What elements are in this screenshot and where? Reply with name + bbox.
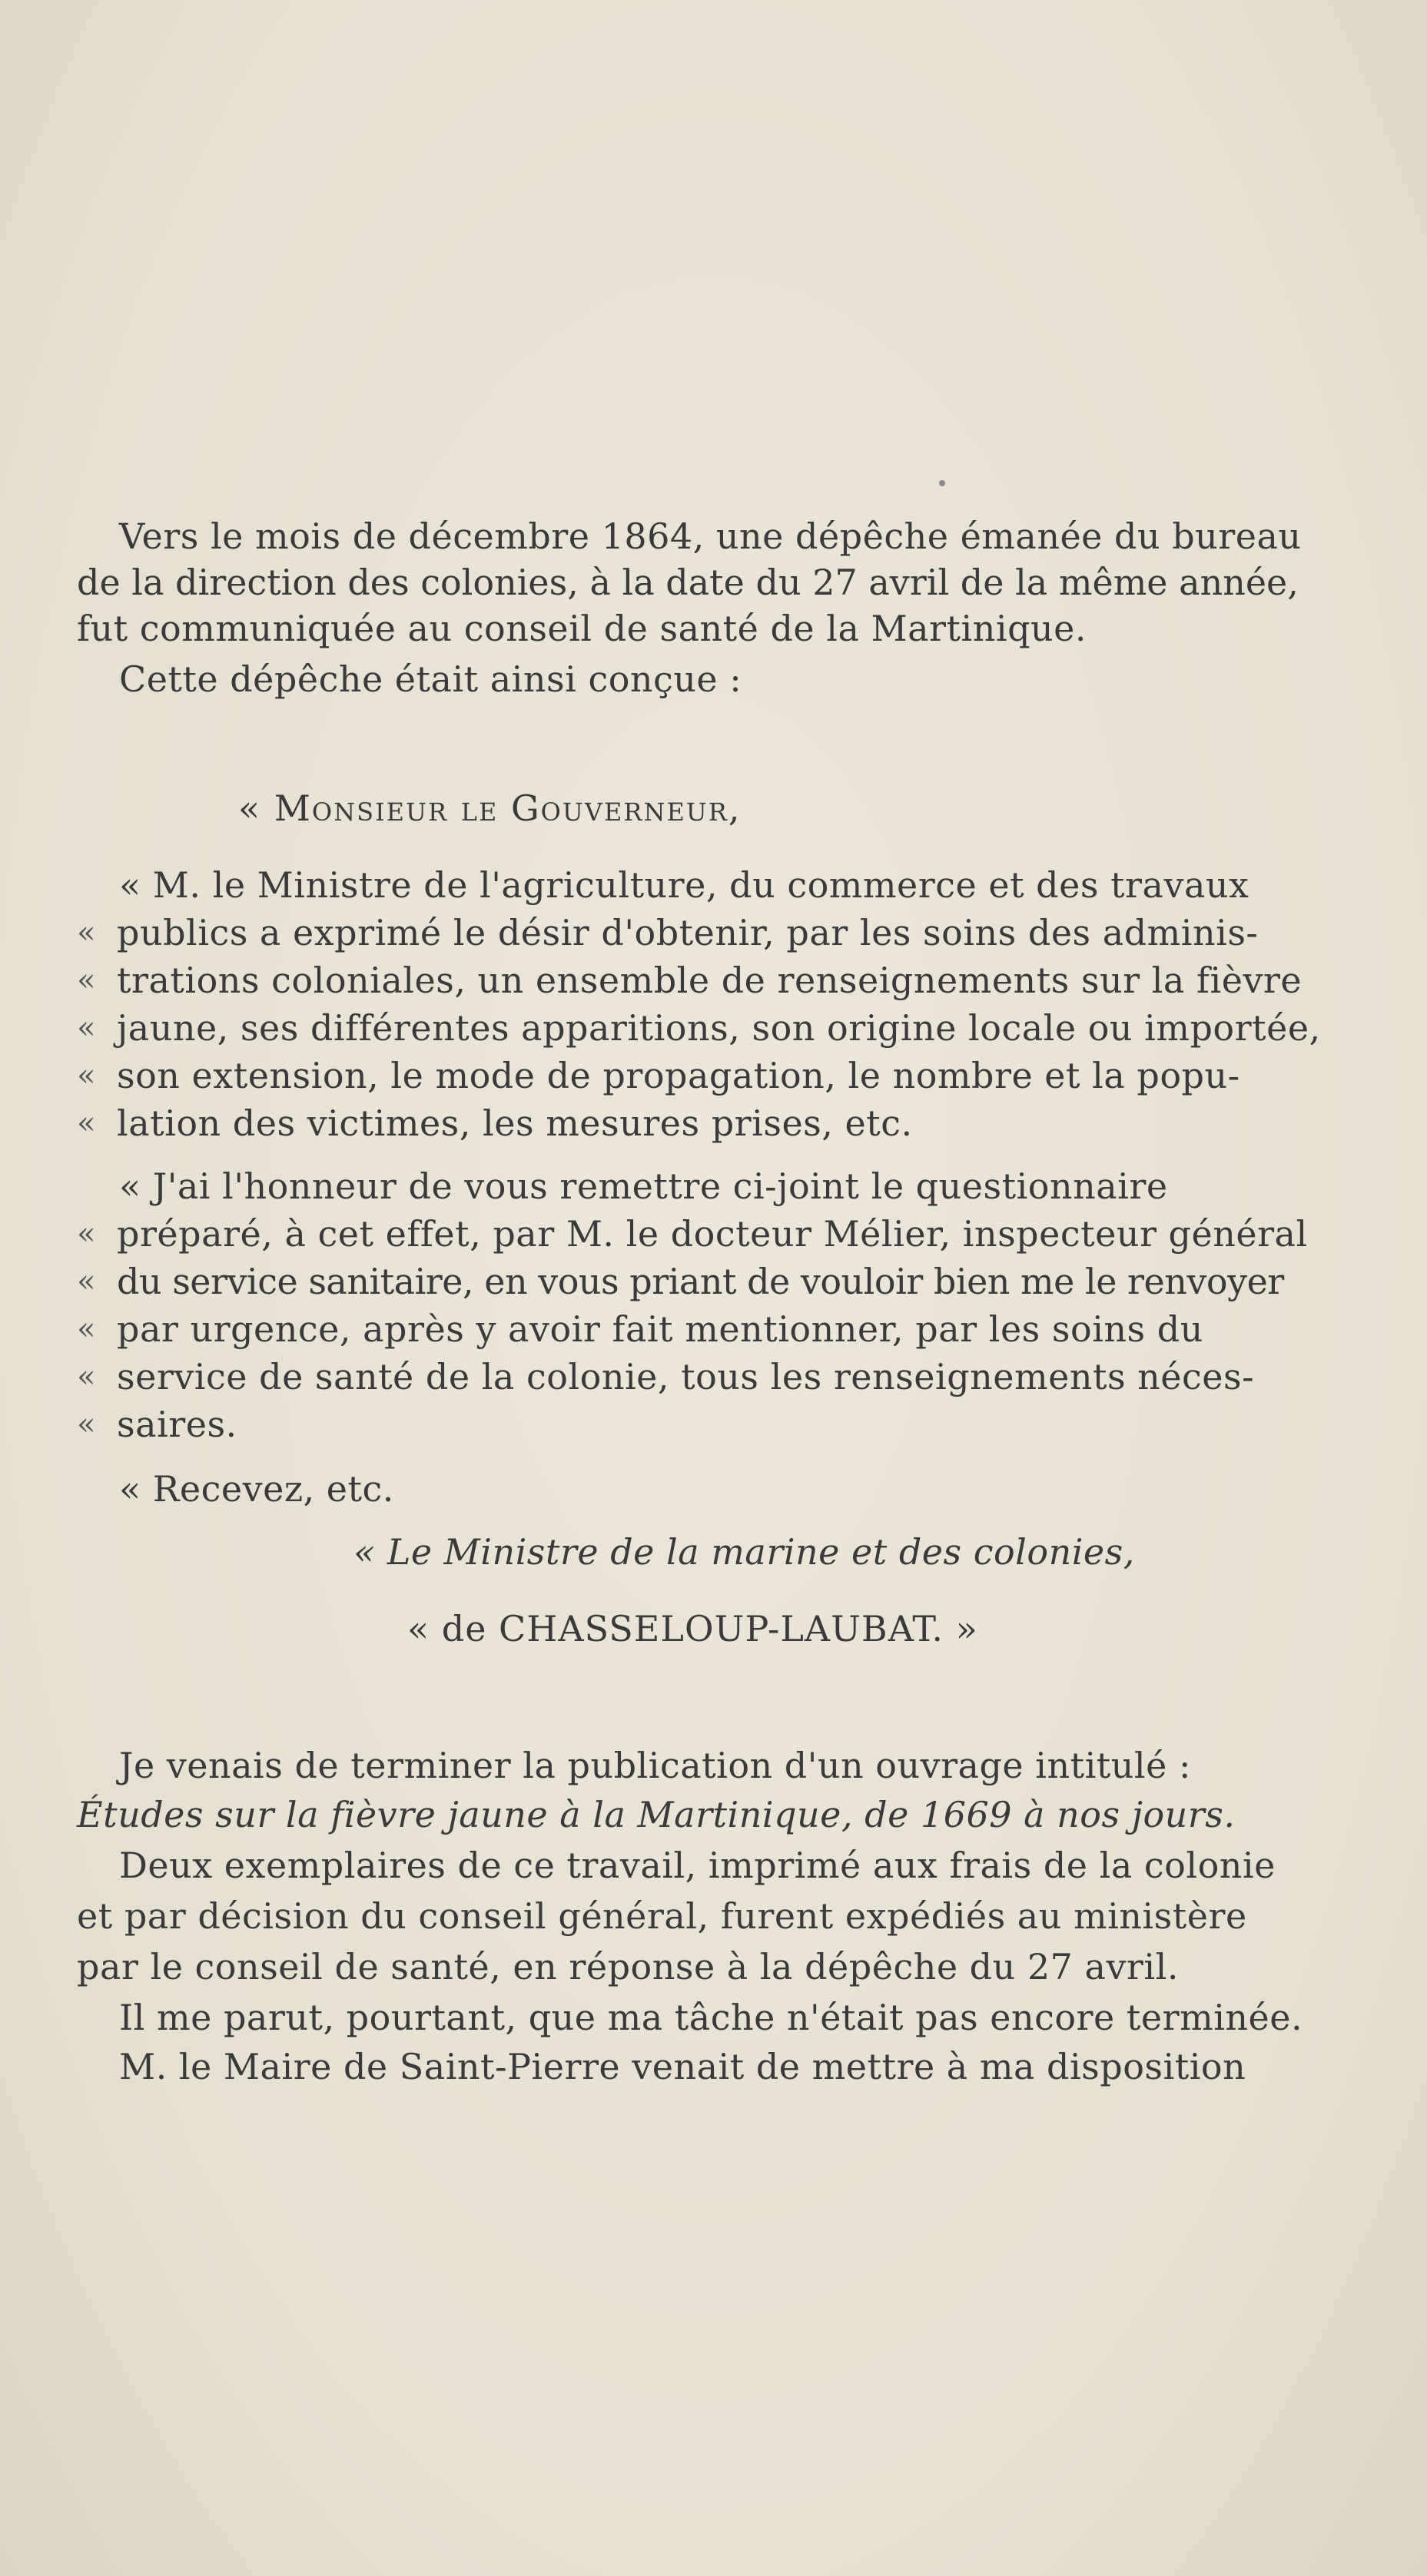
guillemet: « <box>77 1216 96 1252</box>
letter-p1-line-6: lation des victimes, les mesures prises, etc. <box>117 1102 913 1144</box>
letter-closing: « Recevez, etc. <box>119 1468 394 1510</box>
guillemet: « <box>77 1407 96 1442</box>
letter-p1-line-1: « M. le Ministre de l'agriculture, du commerce et des travaux <box>119 864 1249 906</box>
signature-name: « de CHASSELOUP-LAUBAT. » <box>407 1608 978 1649</box>
book-title-line: Études sur la fièvre jaune à la Martinique, de 1669 à nos jours. <box>77 1794 1236 1835</box>
body-line-7: M. le Maire de Saint-Pierre venait de mettre à ma disposition <box>119 2046 1246 2087</box>
guillemet: « <box>77 1010 96 1046</box>
letter-p1-line-5: son extension, le mode de propagation, le nombre et la popu- <box>117 1055 1240 1096</box>
guillemet: « <box>77 963 96 998</box>
guillemet: « <box>77 1058 96 1093</box>
body-line-6: Il me parut, pourtant, que ma tâche n'était pas encore terminée. <box>119 1997 1303 2038</box>
letter-p2-line-5: service de santé de la colonie, tous les renseignements néces- <box>117 1356 1255 1397</box>
guillemet: « <box>77 1311 96 1347</box>
letter-p1-line-3: trations coloniales, un ensemble de renseignements sur la fièvre <box>117 960 1303 1001</box>
body-line-1: Je venais de terminer la publication d'un ouvrage intitulé : <box>119 1745 1191 1786</box>
letter-p2-line-1: « J'ai l'honneur de vous remettre ci-joint le questionnaire <box>119 1165 1168 1207</box>
print-speck <box>939 480 945 486</box>
letter-p1-line-4: jaune, ses différentes apparitions, son origine locale ou importée, <box>117 1007 1321 1049</box>
letter-p2-line-2: préparé, à cet effet, par M. le docteur Mélier, inspecteur général <box>117 1213 1308 1255</box>
guillemet: « <box>77 1106 96 1141</box>
letter-p2-line-4: par urgence, après y avoir fait mentionner, par les soins du <box>117 1308 1203 1350</box>
body-line-4: et par décision du conseil général, furent expédiés au ministère <box>77 1895 1247 1937</box>
intro-line-2: de la direction des colonies, à la date du 27 avril de la même année, <box>77 562 1299 603</box>
body-line-5: par le conseil de santé, en réponse à la dépêche du 27 avril. <box>77 1946 1179 1988</box>
letter-p2-line-3: du service sanitaire, en vous priant de vouloir bien me le renvoyer <box>117 1261 1284 1302</box>
guillemet: « <box>77 1359 96 1394</box>
guillemet: « <box>77 1264 96 1299</box>
intro-line-3: fut communiquée au conseil de santé de la Martinique. <box>77 608 1087 649</box>
intro-line-4: Cette dépêche était ainsi conçue : <box>119 658 742 700</box>
intro-line-1: Vers le mois de décembre 1864, une dépêche émanée du bureau <box>119 516 1302 557</box>
letter-p2-line-6: saires. <box>117 1404 237 1445</box>
guillemet: « <box>77 915 96 950</box>
signature-title: « Le Ministre de la marine et des colonies, <box>353 1531 1135 1573</box>
body-line-3: Deux exemplaires de ce travail, imprimé aux frais de la colonie <box>119 1845 1276 1886</box>
letter-salutation: « Monsieur le Gouverneur, <box>238 787 742 829</box>
letter-p1-line-2: publics a exprimé le désir d'obtenir, par les soins des adminis- <box>117 912 1259 953</box>
